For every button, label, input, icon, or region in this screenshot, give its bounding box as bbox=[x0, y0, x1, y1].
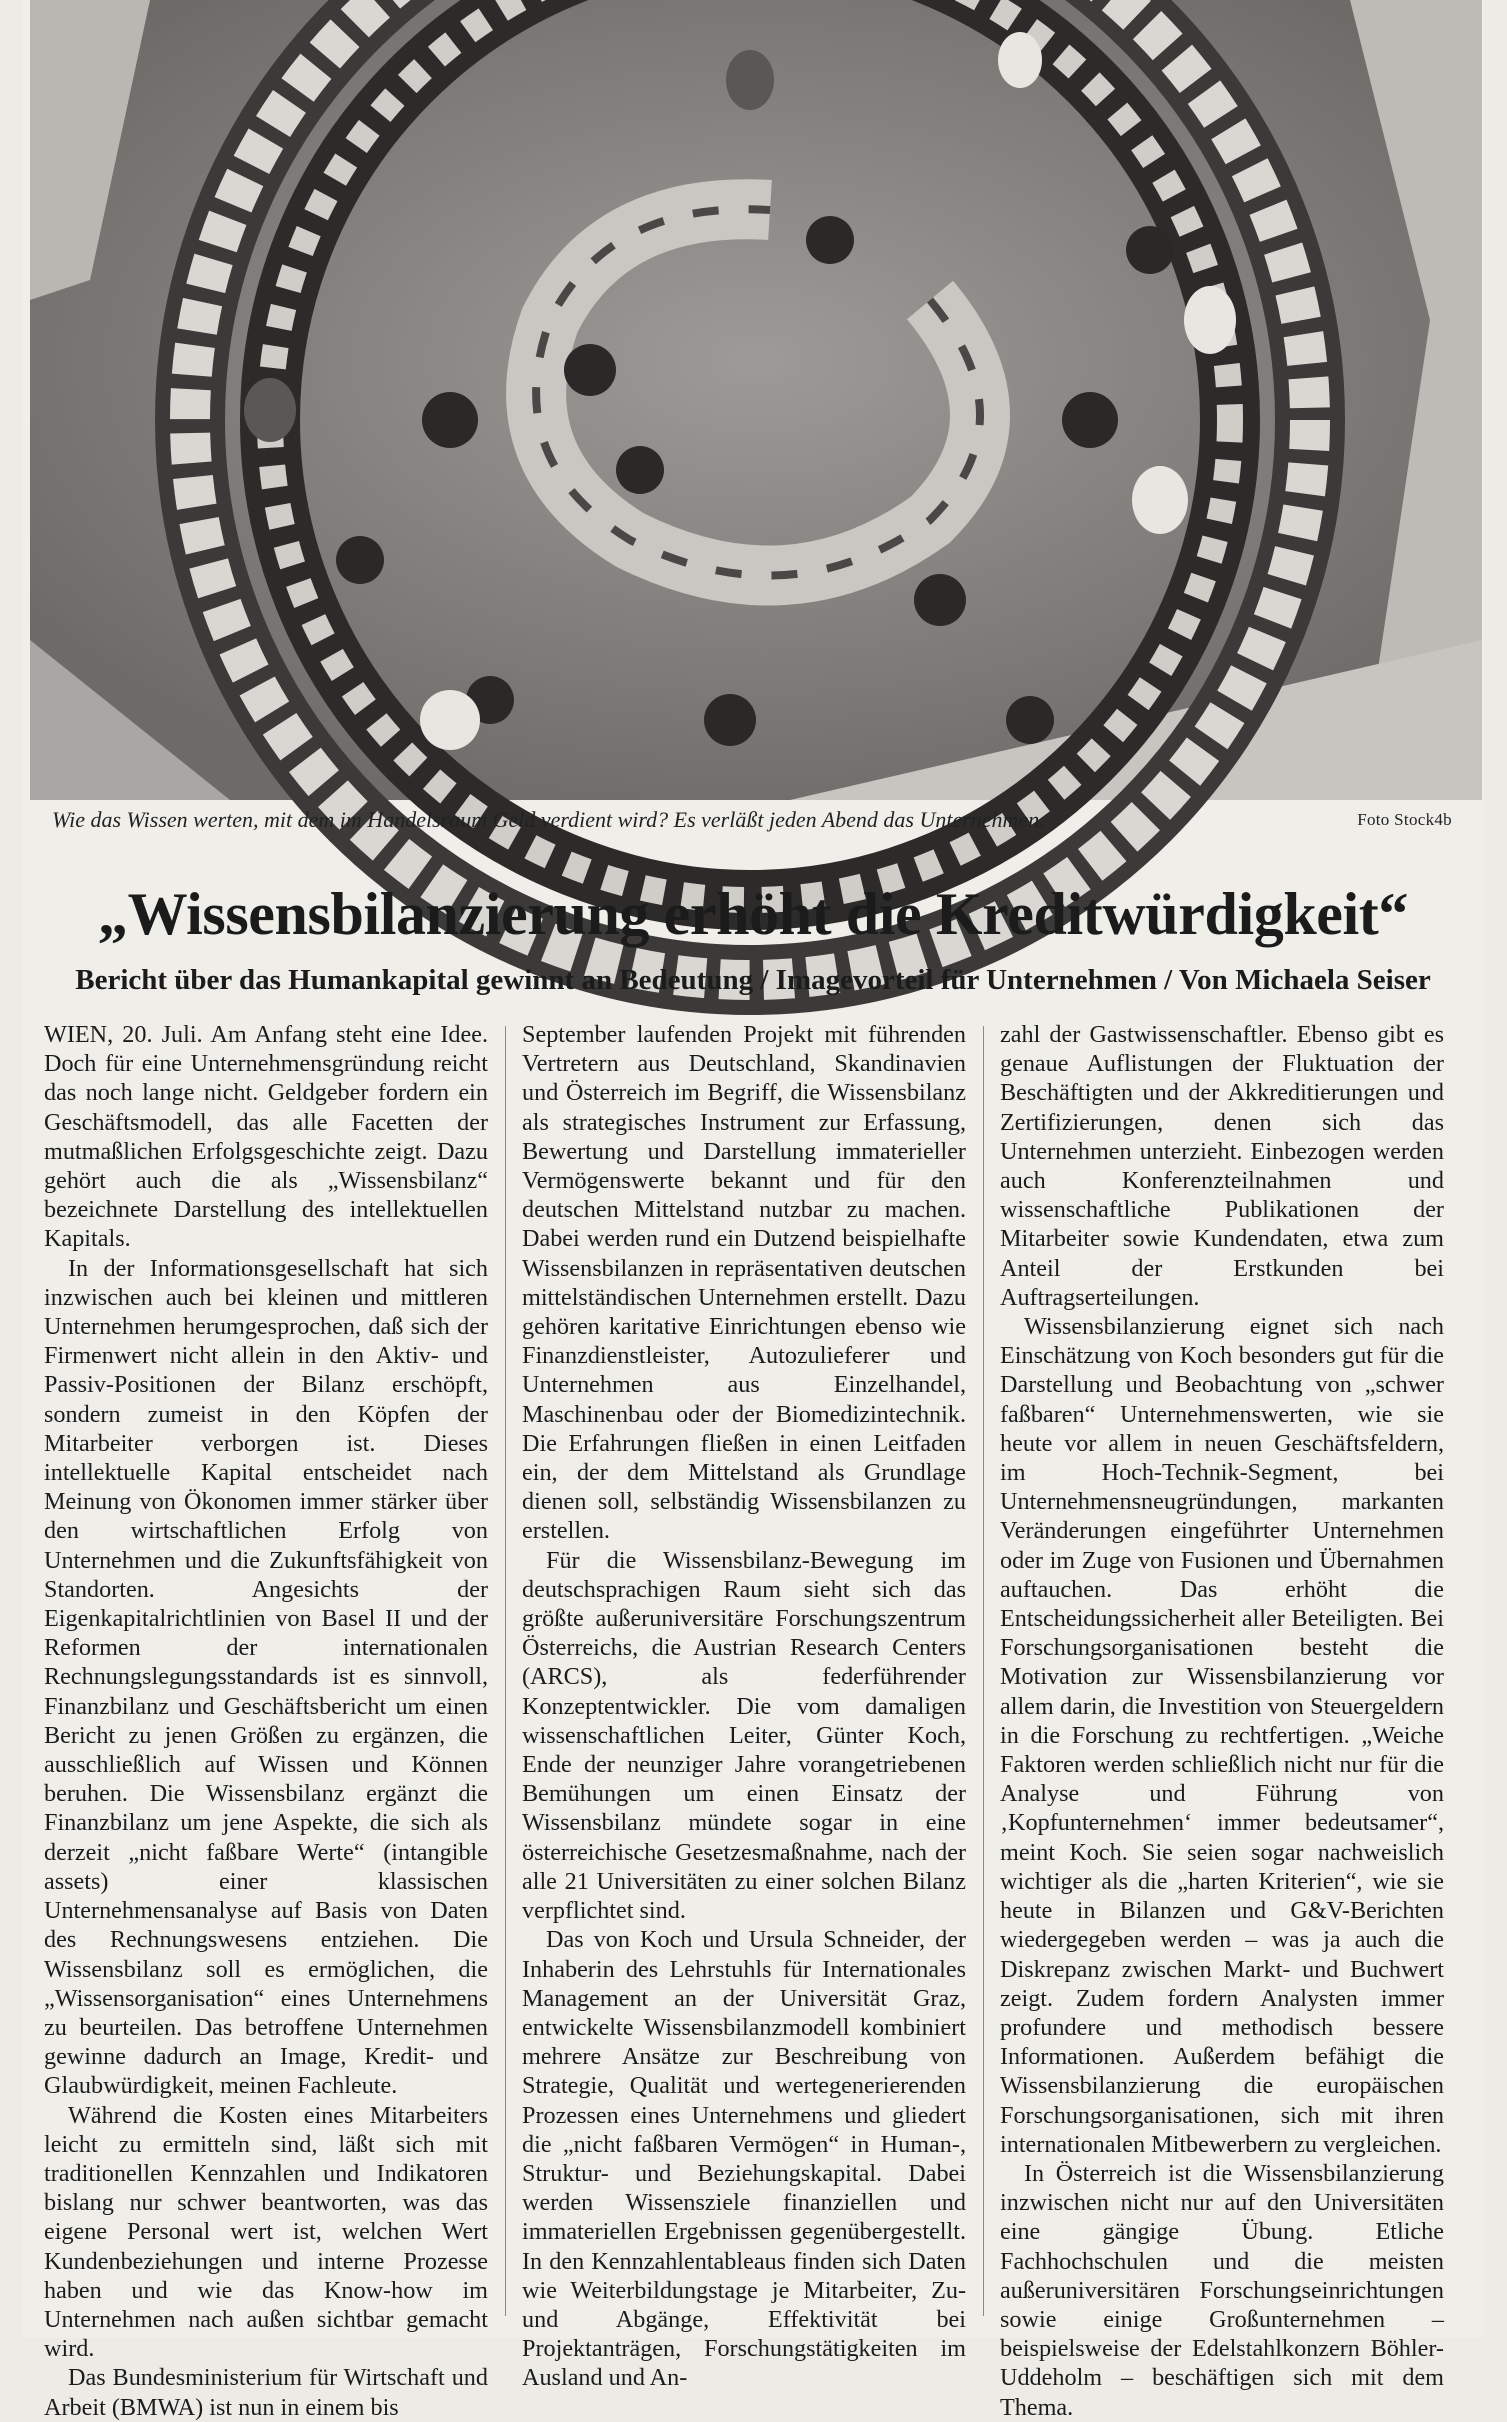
article-column-3 bbox=[1000, 1020, 1444, 2421]
newspaper-page bbox=[22, 0, 1484, 2421]
article-column-1 bbox=[44, 1020, 488, 2421]
article-subheadline: Bericht über das Humankapital gewinnt an Bedeutung / Imagevorteil für Unternehmen / Von Michaela Seiser bbox=[75, 964, 1431, 996]
paragraph: September laufenden Projekt mit führenden Vertretern aus Deutschland, Skandinavien und Österreich im Begriff, die Wissensbilanz als strategisches Instrument zur Erfassung, Bewertung und Darstellung immaterieller Vermögenswerte bekannt und für den deutschen Mittelstand nutzbar zu machen. Dabei werden rund ein Dutzend beispielhafte Wissensbilanzen in repräsentativen deutschen mittelständischen Unternehmen erstellt. Dazu gehören karitative Einrichtungen ebenso wie Finanzdienstleister, Autozulieferer und Unternehmen aus Einzelhandel, Maschinenbau oder der Biomedizintechnik. Die Erfahrungen fließen in einen Leitfaden ein, der dem Mittelstand als Grundlage dienen soll, selbständig Wissensbilanzen zu erstellen. bbox=[522, 1021, 966, 1545]
paragraph: In Österreich ist die Wissensbilanzierung inzwischen nicht nur auf den Universitäten eine gängige Übung. Etliche Fachhochschulen und die meisten außeruniversitären Forschungseinrichtungen sowie einige Großunternehmen – beispielsweise der Edelstahlkonzern Böhler-Uddeholm – beschäftigen sich mit dem Thema. bbox=[1000, 2159, 1444, 2421]
column-rule bbox=[983, 1026, 984, 2316]
paragraph: Das Bundesministerium für Wirtschaft und Arbeit (BMWA) ist nun in einem bis bbox=[44, 2364, 488, 2421]
paragraph: Während die Kosten eines Mitarbeiters leicht zu ermitteln sind, läßt sich mit traditionellen Kennzahlen und Indikatoren bislang nur schwer beantworten, was das eigene Personal wert ist, welchen Wert Kundenbeziehungen und interne Prozesse haben und wie das Know-how im Unternehmen nach außen sichtbar gemacht wird. bbox=[44, 2101, 488, 2363]
column-rule bbox=[505, 1026, 506, 2316]
caption-text: Wie das Wissen werten, mit dem im Handelsraum Geld verdient wird? Es verläßt jeden Abend das Unternehmen. bbox=[52, 807, 1045, 832]
paragraph: In der Informationsgesellschaft hat sich inzwischen auch bei kleinen und mittleren Unternehmen herumgesprochen, daß sich der Firmenwert nicht allein in den Aktiv- und Passiv-Positionen der Bilanz erschöpft, sondern zumeist in den Köpfen der Mitarbeiter verborgen ist. Dieses intellektuelle Kapital entscheidet nach Meinung von Ökonomen immer stärker über den wirtschaftlichen Erfolg von Unternehmen und die Zukunftsfähigkeit von Standorten. Angesichts der Eigenkapitalrichtlinien von Basel II und der Reformen der internationalen Rechnungslegungsstandards ist es sinnvoll, Finanzbilanz und Geschäftsbericht um einen Bericht zu jenen Größen zu ergänzen, die ausschließlich auf Wissen und Können beruhen. Die Wissensbilanz ergänzt die Finanzbilanz um jene Aspekte, die sich als derzeit „nicht faßbare Werte“ (intangible assets) einer klassischen Unternehmensanalyse auf Basis von Daten des Rechnungswesens entziehen. Die Wissensbilanz soll es ermöglichen, die „Wissensorganisation“ eines Unternehmens zu beurteilen. Das betroffene Unternehmen gewinne dadurch an Image, Kredit- und Glaubwürdigkeit, meinen Fachleute. bbox=[44, 1254, 488, 2100]
paragraph: WIEN, 20. Juli. Am Anfang steht eine Idee. Doch für eine Unternehmensgründung reicht das noch lange nicht. Geldgeber fordern ein Geschäftsmodell, das alle Facetten der mutmaßlichen Erfolgsgeschichte zeigt. Dazu gehört auch die als „Wissensbilanz“ bezeichnete Darstellung des intellektuellen Kapitals. bbox=[44, 1021, 488, 1253]
paragraph: Für die Wissensbilanz-Bewegung im deutschsprachigen Raum sieht sich das größte außeruniversitäre Forschungszentrum Österreichs, die Austrian Research Centers (ARCS), als federführender Konzeptentwickler. Die vom damaligen wissenschaftlichen Leiter, Günter Koch, Ende der neunziger Jahre vorangetriebenen Bemühungen um einen Einsatz der Wissensbilanz mündete sogar in eine österreichische Gesetzesmaßnahme, nach der alle 21 Universitäten zu einer solchen Bilanz verpflichtet sind. bbox=[522, 1546, 966, 1925]
paragraph: zahl der Gastwissenschaftler. Ebenso gibt es genaue Auflistungen der Fluktuation der Beschäftigten und der Akkreditierungen und Zertifizierungen, denen sich das Unternehmen unterzieht. Einbezogen werden auch Konferenzteilnahmen und wissenschaftliche Publikationen der Mitarbeiter sowie Kundendaten, etwa zum Anteil der Erstkunden bei Auftragserteilungen. bbox=[1000, 1021, 1444, 1311]
paragraph: Das von Koch und Ursula Schneider, der Inhaberin des Lehrstuhls für Internationales Management an der Universität Graz, entwickelte Wissensbilanzmodell kombiniert mehrere Ansätze zur Beschreibung von Strategie, Qualität und wertegenerierenden Prozessen eines Unternehmens und gliedert die „nicht faßbaren Vermögen“ in Human-, Struktur- und Beziehungskapital. Dabei werden Wissensziele finanziellen und immateriellen Ergebnissen gegenübergestellt. In den Kennzahlentableaus finden sich Daten wie Weiterbildungstage je Mitarbeiter, Zu- und Abgänge, Effektivität bei Projektanträgen, Forschungstätigkeiten im Ausland und An- bbox=[522, 1926, 966, 2392]
article-headline: „Wissensbilanzierung erhöht die Kreditwürdigkeit“ bbox=[98, 881, 1408, 947]
photo-credit: Foto Stock4b bbox=[1357, 810, 1452, 829]
paragraph: Wissensbilanzierung eignet sich nach Einschätzung von Koch besonders gut für die Darstellung und Beobachtung von „schwer faßbaren“ Unternehmenswerten, wie sie heute vor allem in neuen Geschäftsfeldern, im Hoch-Technik-Segment, bei Unternehmensneugründungen, markanten Veränderungen eingeführter Unternehmen oder im Zuge von Fusionen und Übernahmen auftauchen. Das erhöht die Entscheidungssicherheit aller Beteiligten. Bei Forschungsorganisationen besteht die Motivation zur Wissensbilanzierung vor allem darin, die Investition von Steuergeldern in die Forschung zu rechtfertigen. „Weiche Faktoren werden schließlich nicht nur für die Analyse und Führung von ‚Kopfunternehmen‘ immer bedeutsamer“, meint Koch. Sie seien sogar nachweislich wichtiger als die „harten Kriterien“, wie sie heute in Bilanzen und G&V-Berichten wiedergegeben werden – was ja auch die Diskrepanz zwischen Markt- und Buchwert zeigt. Zudem fordern Analysten immer profundere und methodisch bessere Informationen. Außerdem befähigt die Wissensbilanzierung die europäischen Forschungsorganisationen, sich mit ihren internationalen Mitbewerbern zu vergleichen. bbox=[1000, 1313, 1444, 2158]
photo-caption bbox=[52, 807, 1452, 841]
article-column-2 bbox=[522, 1020, 966, 2392]
article-body bbox=[44, 1020, 1464, 2421]
trading-room-photo bbox=[30, 0, 1482, 800]
